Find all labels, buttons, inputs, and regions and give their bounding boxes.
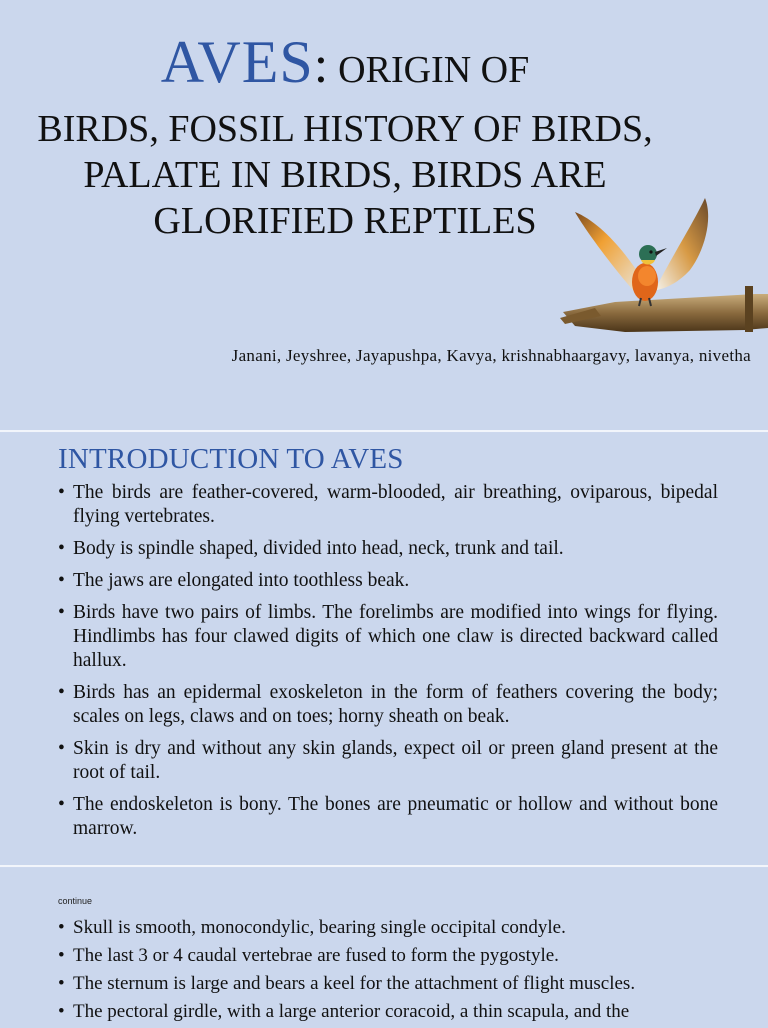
title-rest: BIRDS, FOSSIL HISTORY OF BIRDS, PALATE IN BIRDS, BIRDS ARE GLORIFIED REPTILES [37, 108, 653, 242]
introduction-slide [0, 433, 768, 865]
title-slide [0, 0, 768, 430]
title-origin: ORIGIN OF [338, 49, 530, 91]
introduction-bullets [58, 481, 718, 849]
bullet-item: • Skin is dry and without any skin glands, expect oil or preen gland present at the root of tail. [58, 737, 718, 785]
bullet-item: • Birds have two pairs of limbs. The forelimbs are modified into wings for flying. Hindlimbs has four clawed digits of which one claw is directed backward called hallux. [58, 601, 718, 673]
bullet-item: • Skull is smooth, monocondylic, bearing single occipital condyle. [58, 916, 718, 939]
bullet-item: • Birds has an epidermal exoskeleton in the form of feathers covering the body; scales on legs, claws and on toes; horny sheath on beak. [58, 681, 718, 729]
slide-separator [0, 865, 768, 867]
title-colon: : [313, 37, 329, 94]
bullet-item: • The endoskeleton is bony. The bones are pneumatic or hollow and without bone marrow. [58, 793, 718, 841]
bird-on-branch-image [555, 190, 768, 340]
title-line-1 [0, 28, 690, 97]
bullet-item: • The sternum is large and bears a keel for the attachment of flight muscles. [58, 972, 718, 995]
bullet-item: • The pectoral girdle, with a large anterior coracoid, a thin scapula, and the [58, 1000, 718, 1023]
bullet-item: • The jaws are elongated into toothless beak. [58, 569, 718, 593]
bullet-item: • The birds are feather-covered, warm-blooded, air breathing, oviparous, bipedal flying vertebrates. [58, 481, 718, 529]
slide-separator [0, 430, 768, 432]
continue-slide [0, 868, 768, 1028]
continue-label: continue [58, 896, 93, 906]
title-aves: AVES [160, 29, 314, 95]
authors-line: Janani, Jeyshree, Jayapushpa, Kavya, krishnabhaargavy, lavanya, nivetha [231, 346, 751, 365]
bullet-item: • Body is spindle shaped, divided into head, neck, trunk and tail. [58, 537, 718, 561]
bullet-item: • The last 3 or 4 caudal vertebrae are fused to form the pygostyle. [58, 944, 718, 967]
introduction-title: INTRODUCTION TO AVES [58, 443, 404, 475]
continue-bullets [58, 916, 718, 1028]
